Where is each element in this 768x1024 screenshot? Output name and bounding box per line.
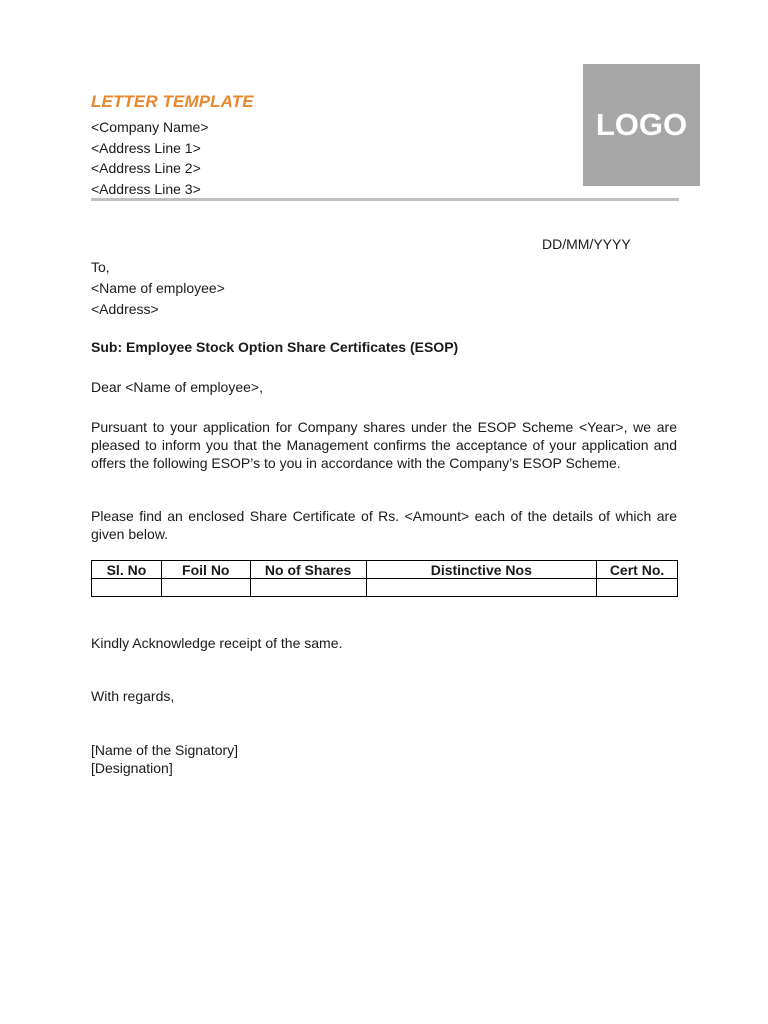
table-header-distinctive-nos: Distinctive Nos bbox=[366, 561, 597, 579]
table-header-cert-no: Cert No. bbox=[597, 561, 678, 579]
company-name: <Company Name> bbox=[91, 119, 209, 135]
table-cell bbox=[161, 579, 250, 597]
table-cell bbox=[366, 579, 597, 597]
closing-line: With regards, bbox=[91, 688, 175, 704]
acknowledge-line: Kindly Acknowledge receipt of the same. bbox=[91, 635, 343, 651]
address-line-1: <Address Line 1> bbox=[91, 139, 201, 156]
header-divider bbox=[91, 198, 679, 201]
table-cell bbox=[597, 579, 678, 597]
body-paragraph-1: Pursuant to your application for Company shares under the ESOP Scheme <Year>, we are pleased to inform you that the Management confirms the acceptance of your application and offers the following ESOP’s to you in accordance with the Company’s ESOP Scheme. bbox=[91, 419, 677, 471]
recipient-address: <Address> bbox=[91, 301, 159, 317]
logo-placeholder bbox=[583, 64, 700, 186]
letter-date: DD/MM/YYYY bbox=[542, 236, 631, 252]
letter-title: LETTER TEMPLATE bbox=[91, 92, 254, 111]
recipient-block bbox=[91, 257, 225, 320]
body-paragraph-2: Please find an enclosed Share Certificate of Rs. <Amount> each of the details of which are given below. bbox=[91, 508, 677, 542]
signatory-block bbox=[91, 741, 238, 777]
address-line-2: <Address Line 2> bbox=[91, 160, 201, 176]
table-header-sl-no: Sl. No bbox=[92, 561, 162, 579]
table-row bbox=[92, 579, 678, 597]
address-line-3: <Address Line 3> bbox=[91, 180, 201, 197]
recipient-name: <Name of employee> bbox=[91, 280, 225, 296]
table-cell bbox=[250, 579, 366, 597]
table-header-row bbox=[92, 561, 678, 579]
company-address-block bbox=[91, 117, 209, 199]
subject-line: Sub: Employee Stock Option Share Certificates (ESOP) bbox=[91, 339, 459, 355]
certificate-table bbox=[91, 560, 678, 597]
logo-text: LOGO bbox=[595, 107, 688, 142]
table-header-foil-no: Foil No bbox=[161, 561, 250, 579]
recipient-to: To, bbox=[91, 259, 110, 275]
table-header-no-of-shares: No of Shares bbox=[250, 561, 366, 579]
signatory-designation: [Designation] bbox=[91, 760, 173, 776]
signatory-name: [Name of the Signatory] bbox=[91, 742, 239, 758]
greeting: Dear <Name of employee>, bbox=[91, 379, 263, 395]
table-cell bbox=[92, 579, 162, 597]
